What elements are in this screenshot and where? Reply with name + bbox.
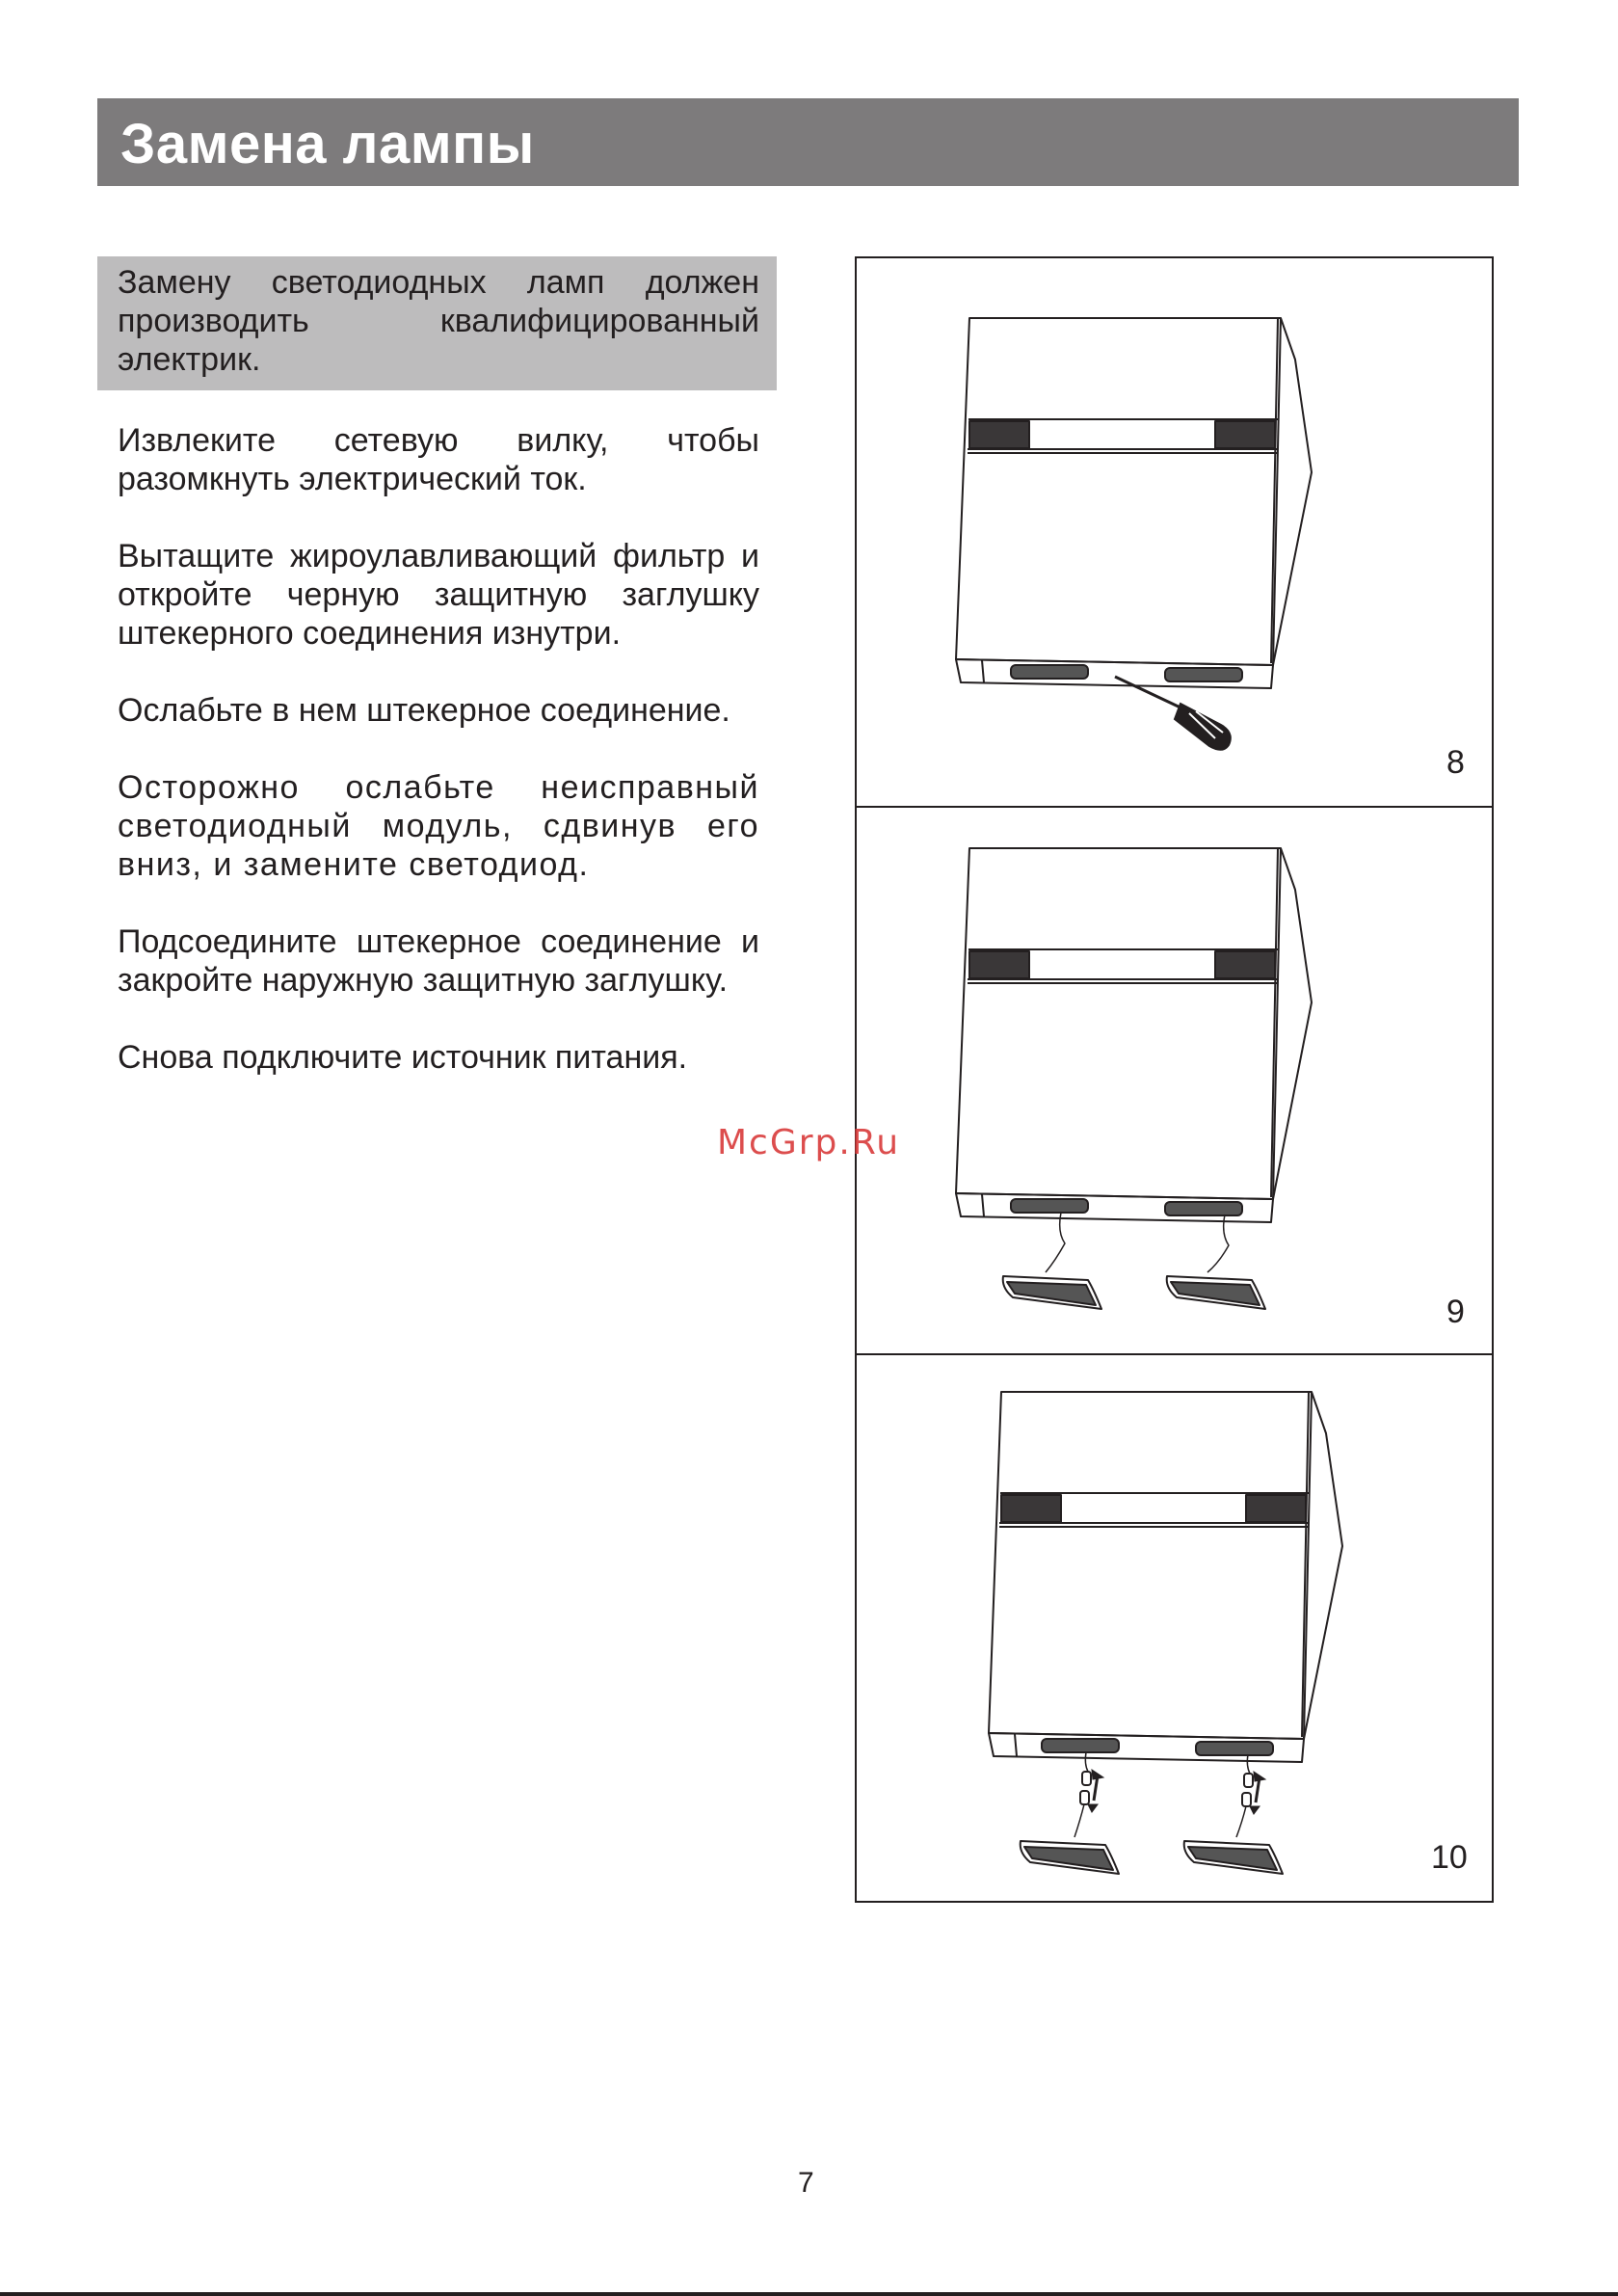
step-2: Вытащите жироулавливающий фильтр и откройте черную защитную заглушку штекерного соединения изнутри.	[118, 538, 759, 652]
step-6: Снова подключите источник питания.	[118, 1039, 688, 1076]
title-bar	[97, 98, 1519, 186]
figure-number-8: 8	[1446, 744, 1465, 781]
notice-text: Замену светодиодных ламп должен производить квалифицированный электрик.	[118, 264, 759, 378]
step-5: Подсоедините штекерное соединение и закройте наружную защитную заглушку.	[118, 923, 759, 999]
hood-connector-illustration	[857, 1355, 1492, 1903]
figure-9	[857, 806, 1492, 1355]
figure-number-10: 10	[1431, 1839, 1468, 1876]
step-3: Ослабьте в нем штекерное соединение.	[118, 692, 730, 729]
hood-screwdriver-illustration	[857, 258, 1492, 806]
page-title: Замена лампы	[120, 113, 535, 175]
step-4: Осторожно ослабьте неисправный светодиодный модуль, сдвинув его вниз, и замените светодиод.	[118, 769, 759, 883]
notice-box	[97, 256, 777, 390]
watermark: McGrp.Ru	[717, 1123, 901, 1162]
hood-led-modules-illustration	[857, 808, 1492, 1355]
figure-10	[857, 1353, 1492, 1903]
figures-frame	[855, 256, 1494, 1903]
step-1: Извлеките сетевую вилку, чтобы разомкнуть электрический ток.	[118, 422, 759, 497]
page-number: 7	[798, 2167, 814, 2199]
figure-8	[857, 258, 1492, 806]
disconnect-arrow-icon	[1088, 1770, 1265, 1814]
bottom-rule	[0, 2292, 1618, 2296]
figure-number-9: 9	[1446, 1294, 1465, 1330]
